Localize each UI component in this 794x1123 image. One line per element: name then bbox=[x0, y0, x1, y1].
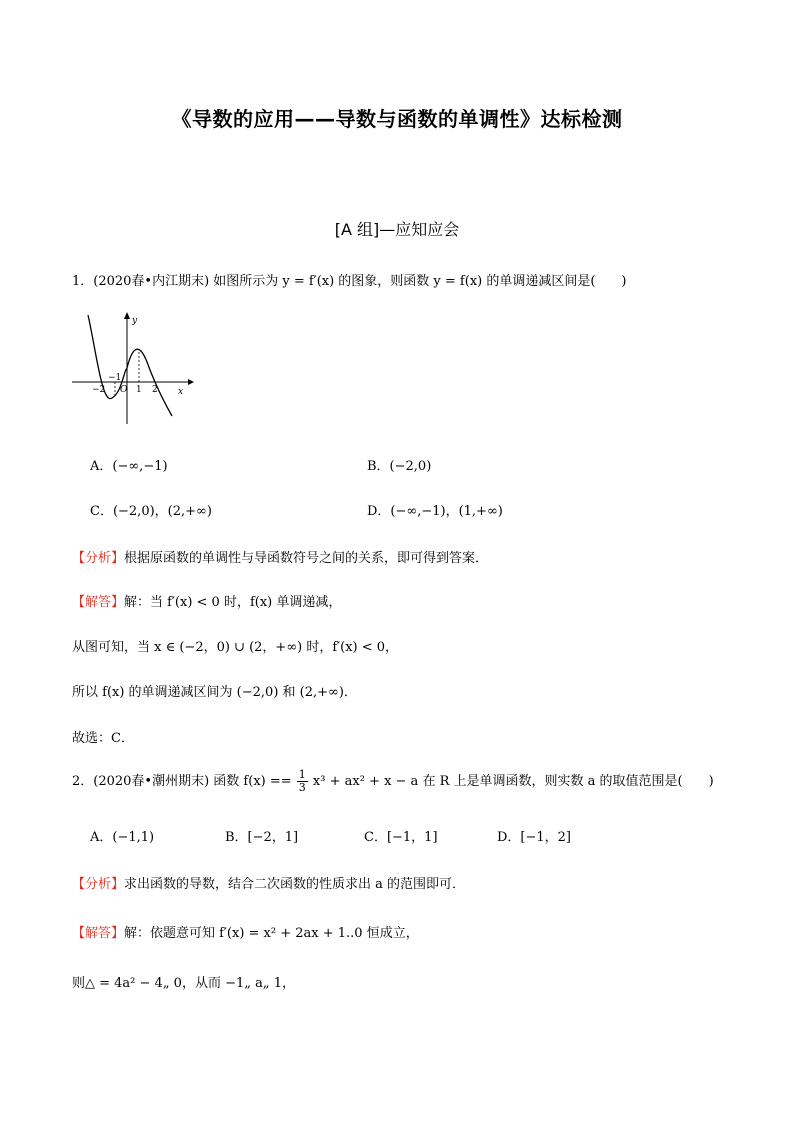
tick-label-one: 1 bbox=[136, 385, 142, 395]
q1-option-b: B．(−2,0) bbox=[367, 459, 432, 474]
q1-solution-line-2: 从图可知，当 x ∈ (−2，0) ∪ (2，+∞) 时，f′(x) < 0， bbox=[72, 640, 399, 655]
tick-label-neg-two: −2 bbox=[92, 385, 106, 395]
q2-option-a: A．(−1,1) bbox=[90, 830, 155, 845]
solution-text: 解：依题意可知 f′(x) = x² + 2ax + 1..0 恒成立， bbox=[124, 926, 419, 941]
x-axis-label: x bbox=[178, 387, 184, 397]
tick-label-neg-one: −1 bbox=[108, 373, 122, 383]
section-heading: [A 组]—应知应会 bbox=[334, 220, 460, 239]
q2-stem-suffix: x³ + ax² + x − a 在 R 上是单调函数，则实数 a 的取值范围是( ) bbox=[312, 774, 714, 789]
analysis-text: 根据原函数的单调性与导函数符号之间的关系，即可得到答案． bbox=[124, 551, 489, 566]
q2-solution-line-1 bbox=[72, 922, 419, 941]
q2-option-c: C．[−1，1] bbox=[364, 830, 438, 845]
derivative-curve bbox=[88, 315, 172, 416]
tick-label-two: 2 bbox=[152, 385, 158, 395]
q2-analysis bbox=[72, 873, 465, 892]
q1-solution-line-1 bbox=[72, 591, 341, 610]
q1-option-d: D．(−∞,−1)，(1,+∞) bbox=[367, 504, 503, 519]
solution-label: 【解答】 bbox=[72, 595, 125, 610]
y-axis-label: y bbox=[132, 316, 138, 326]
q2-stem bbox=[72, 769, 714, 794]
q2-option-b: B．[−2，1] bbox=[225, 830, 299, 845]
q1-solution-line-4: 故选：C． bbox=[72, 731, 134, 746]
analysis-text: 求出函数的导数，结合二次函数的性质求出 a 的范围即可． bbox=[124, 877, 466, 892]
q1-derivative-graph bbox=[70, 310, 195, 430]
q1-stem: 1．(2020春•内江期末) 如图所示为 y = f′(x) 的图象，则函数 y = f(x) 的单调递减区间是( ) bbox=[72, 274, 627, 289]
q2-stem-prefix: 2．(2020春•潮州期末) 函数 f(x) == bbox=[72, 774, 292, 789]
page-title: 《导数的应用——导数与函数的单调性》达标检测 bbox=[171, 107, 623, 131]
q1-option-a: A．(−∞,−1) bbox=[90, 459, 168, 474]
origin-label: O bbox=[120, 385, 128, 395]
solution-text: 解：当 f′(x) < 0 时，f(x) 单调递减， bbox=[124, 595, 342, 610]
analysis-label: 【分析】 bbox=[72, 877, 125, 892]
q2-option-d: D．[−1，2] bbox=[497, 830, 572, 845]
solution-label: 【解答】 bbox=[72, 926, 125, 941]
analysis-label: 【分析】 bbox=[72, 551, 125, 566]
y-axis-arrow bbox=[124, 312, 130, 319]
q2-fraction bbox=[297, 769, 308, 794]
x-axis-arrow bbox=[188, 379, 194, 385]
q1-option-c: C．(−2,0)，(2,+∞) bbox=[90, 504, 212, 519]
q1-analysis bbox=[72, 547, 488, 566]
q1-solution-line-3: 所以 f(x) 的单调递减区间为 (−2,0) 和 (2,+∞)． bbox=[72, 685, 357, 700]
q2-solution-line-2: 则△ = 4a² − 4„ 0，从而 −1„ a„ 1， bbox=[72, 976, 296, 991]
fraction-numerator: 1 bbox=[298, 768, 306, 781]
fraction-denominator: 3 bbox=[298, 781, 306, 794]
